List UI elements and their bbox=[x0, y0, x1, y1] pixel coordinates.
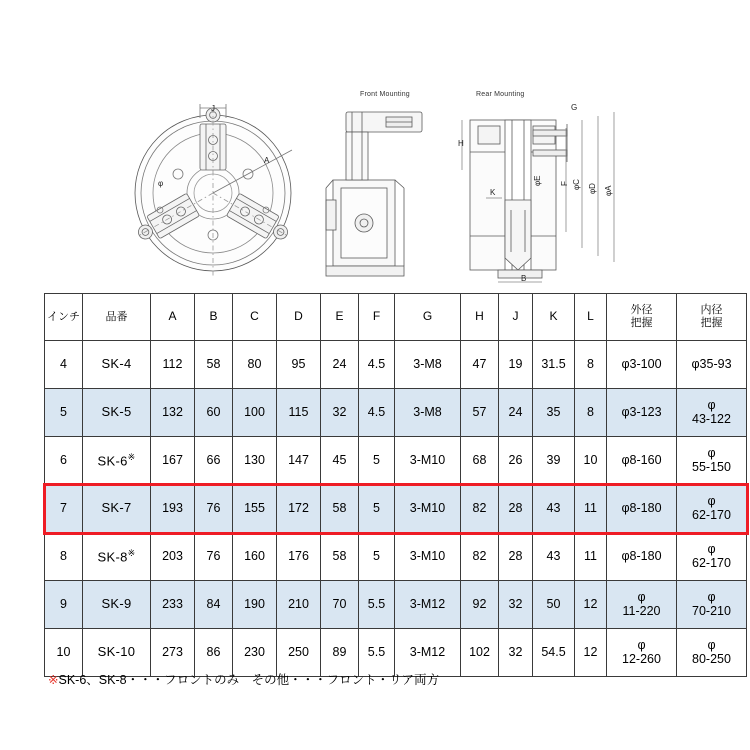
cell-inner-grip-line2: 62-170 bbox=[692, 507, 731, 522]
cell-inch: 9 bbox=[45, 581, 83, 629]
table-row bbox=[45, 581, 747, 629]
dimension-letter-phi-front: φ bbox=[158, 179, 164, 188]
cell-k: 54.5 bbox=[533, 629, 575, 677]
cell-h: 102 bbox=[461, 629, 499, 677]
cell-f: 5.5 bbox=[359, 581, 395, 629]
cell-j: 32 bbox=[499, 581, 533, 629]
header-model: 品番 bbox=[83, 294, 151, 341]
cell-outer-grip bbox=[607, 389, 677, 437]
cell-b: 66 bbox=[195, 437, 233, 485]
table-header-row bbox=[45, 294, 747, 341]
cell-f: 4.5 bbox=[359, 389, 395, 437]
dimension-letter-phi-e: φE bbox=[533, 175, 542, 186]
cell-h: 68 bbox=[461, 437, 499, 485]
cell-j: 32 bbox=[499, 629, 533, 677]
cell-k: 39 bbox=[533, 437, 575, 485]
cell-inner-grip-line2: 62-170 bbox=[692, 555, 731, 570]
cell-inner-grip bbox=[677, 341, 747, 389]
cell-d: 95 bbox=[277, 341, 321, 389]
footnote-star-icon: ※ bbox=[127, 547, 136, 558]
cell-model bbox=[83, 485, 151, 533]
cell-g: 3-M10 bbox=[395, 533, 461, 581]
footnote-star-icon: ※ bbox=[127, 451, 136, 462]
cell-inner-grip-line1: φ bbox=[707, 637, 716, 652]
cell-h: 57 bbox=[461, 389, 499, 437]
cell-outer-grip-line1: φ bbox=[637, 637, 646, 652]
dimension-letter-j: J bbox=[211, 104, 215, 113]
cell-inner-grip bbox=[677, 533, 747, 581]
cell-b: 58 bbox=[195, 341, 233, 389]
dimension-letter-phi-a: φA bbox=[604, 185, 613, 196]
cell-c: 130 bbox=[233, 437, 277, 485]
cell-c: 190 bbox=[233, 581, 277, 629]
table-row bbox=[45, 389, 747, 437]
cell-inch: 10 bbox=[45, 629, 83, 677]
cell-l: 11 bbox=[575, 533, 607, 581]
table-row bbox=[45, 485, 747, 533]
cell-inch: 8 bbox=[45, 533, 83, 581]
cell-inner-grip bbox=[677, 437, 747, 485]
cell-f: 5 bbox=[359, 533, 395, 581]
cell-c: 100 bbox=[233, 389, 277, 437]
header-e: E bbox=[321, 294, 359, 341]
cell-inner-grip-line1: φ bbox=[707, 493, 716, 508]
footnote-text: SK-6、SK-8・・・フロントのみ その他・・・フロント・リア両方 bbox=[58, 673, 440, 687]
header-j: J bbox=[499, 294, 533, 341]
cell-inner-grip-line2: 70-210 bbox=[692, 603, 731, 618]
cell-inner-grip bbox=[677, 485, 747, 533]
model-label: SK-9 bbox=[101, 596, 132, 612]
cell-k: 43 bbox=[533, 533, 575, 581]
cell-j: 26 bbox=[499, 437, 533, 485]
header-l: L bbox=[575, 294, 607, 341]
table-row bbox=[45, 341, 747, 389]
cell-inner-grip bbox=[677, 389, 747, 437]
cell-model bbox=[83, 581, 151, 629]
cell-l: 12 bbox=[575, 581, 607, 629]
cell-inch: 6 bbox=[45, 437, 83, 485]
cell-c: 160 bbox=[233, 533, 277, 581]
cell-e: 45 bbox=[321, 437, 359, 485]
cell-h: 82 bbox=[461, 485, 499, 533]
table-row bbox=[45, 533, 747, 581]
header-f: F bbox=[359, 294, 395, 341]
header-inch: インチ bbox=[45, 294, 83, 341]
cell-h: 82 bbox=[461, 533, 499, 581]
cell-e: 58 bbox=[321, 533, 359, 581]
specification-table-wrapper bbox=[44, 293, 732, 677]
header-outer-grip-line1: 外径 bbox=[630, 304, 653, 317]
header-c: C bbox=[233, 294, 277, 341]
cell-d: 250 bbox=[277, 629, 321, 677]
dimension-letter-phi-c: φC bbox=[572, 179, 581, 190]
cell-outer-grip bbox=[607, 485, 677, 533]
cell-g: 3-M10 bbox=[395, 485, 461, 533]
cell-outer-grip-line1: φ3-100 bbox=[621, 356, 662, 371]
header-h: H bbox=[461, 294, 499, 341]
rear-mounting-label: Rear Mounting bbox=[476, 91, 525, 98]
cell-e: 24 bbox=[321, 341, 359, 389]
cell-model bbox=[83, 341, 151, 389]
cell-f: 5 bbox=[359, 485, 395, 533]
dimension-letter-g: G bbox=[571, 103, 578, 112]
cell-e: 70 bbox=[321, 581, 359, 629]
cell-inch: 5 bbox=[45, 389, 83, 437]
front-mounting-label: Front Mounting bbox=[360, 91, 410, 98]
header-outer-grip-line2: 把握 bbox=[630, 317, 653, 329]
specification-table bbox=[44, 293, 747, 677]
table-body bbox=[45, 341, 747, 677]
cell-b: 60 bbox=[195, 389, 233, 437]
cell-g: 3-M10 bbox=[395, 437, 461, 485]
cell-c: 155 bbox=[233, 485, 277, 533]
cell-f: 5.5 bbox=[359, 629, 395, 677]
cell-e: 32 bbox=[321, 389, 359, 437]
cell-k: 35 bbox=[533, 389, 575, 437]
footnote-mark: ※ bbox=[48, 673, 59, 687]
cell-outer-grip bbox=[607, 581, 677, 629]
cell-b: 86 bbox=[195, 629, 233, 677]
cell-inner-grip-line2: 43-122 bbox=[692, 411, 731, 426]
cell-e: 58 bbox=[321, 485, 359, 533]
cell-l: 8 bbox=[575, 389, 607, 437]
cell-j: 28 bbox=[499, 533, 533, 581]
model-label: SK-6 bbox=[97, 453, 128, 469]
cell-inner-grip bbox=[677, 629, 747, 677]
cell-model bbox=[83, 437, 151, 485]
cell-l: 11 bbox=[575, 485, 607, 533]
cell-j: 19 bbox=[499, 341, 533, 389]
cell-d: 176 bbox=[277, 533, 321, 581]
cell-outer-grip-line1: φ bbox=[637, 589, 646, 604]
cell-inner-grip bbox=[677, 581, 747, 629]
cell-d: 172 bbox=[277, 485, 321, 533]
header-d: D bbox=[277, 294, 321, 341]
cell-outer-grip bbox=[607, 533, 677, 581]
cell-a: 233 bbox=[151, 581, 195, 629]
cell-inner-grip-line2: 55-150 bbox=[692, 459, 731, 474]
cell-inner-grip-line1: φ bbox=[707, 445, 716, 460]
cell-outer-grip-line2: 11-220 bbox=[622, 603, 661, 618]
cell-outer-grip-line1: φ8-180 bbox=[621, 548, 662, 563]
cell-c: 230 bbox=[233, 629, 277, 677]
cell-outer-grip bbox=[607, 437, 677, 485]
cell-k: 31.5 bbox=[533, 341, 575, 389]
cell-c: 80 bbox=[233, 341, 277, 389]
header-b: B bbox=[195, 294, 233, 341]
product-diagram-area bbox=[0, 0, 750, 290]
model-label: SK-10 bbox=[97, 644, 136, 660]
cell-a: 167 bbox=[151, 437, 195, 485]
cell-outer-grip-line1: φ8-160 bbox=[621, 452, 662, 467]
cell-k: 50 bbox=[533, 581, 575, 629]
cell-b: 76 bbox=[195, 533, 233, 581]
cell-h: 47 bbox=[461, 341, 499, 389]
cell-l: 10 bbox=[575, 437, 607, 485]
cell-inner-grip-line2: 80-250 bbox=[692, 651, 731, 666]
chuck-technical-drawing bbox=[0, 0, 750, 290]
cell-a: 132 bbox=[151, 389, 195, 437]
cell-l: 8 bbox=[575, 341, 607, 389]
header-g: G bbox=[395, 294, 461, 341]
cell-inch: 4 bbox=[45, 341, 83, 389]
dimension-letter-b: B bbox=[521, 274, 527, 283]
model-label: SK-5 bbox=[101, 404, 132, 420]
cell-d: 147 bbox=[277, 437, 321, 485]
cell-d: 210 bbox=[277, 581, 321, 629]
cell-b: 76 bbox=[195, 485, 233, 533]
model-label: SK-8 bbox=[97, 549, 128, 565]
header-inner-grip bbox=[677, 294, 747, 341]
header-k: K bbox=[533, 294, 575, 341]
cell-inner-grip-line1: φ35-93 bbox=[691, 356, 732, 371]
cell-d: 115 bbox=[277, 389, 321, 437]
cell-outer-grip-line1: φ8-180 bbox=[621, 500, 662, 515]
cell-j: 24 bbox=[499, 389, 533, 437]
header-inner-grip-line2: 把握 bbox=[700, 317, 723, 329]
cell-g: 3-M12 bbox=[395, 581, 461, 629]
cell-j: 28 bbox=[499, 485, 533, 533]
cell-a: 193 bbox=[151, 485, 195, 533]
cell-k: 43 bbox=[533, 485, 575, 533]
cell-g: 3-M12 bbox=[395, 629, 461, 677]
cell-outer-grip bbox=[607, 629, 677, 677]
cell-a: 112 bbox=[151, 341, 195, 389]
cell-h: 92 bbox=[461, 581, 499, 629]
cell-g: 3-M8 bbox=[395, 341, 461, 389]
header-inner-grip-line1: 内径 bbox=[700, 304, 723, 317]
cell-inner-grip-line1: φ bbox=[707, 589, 716, 604]
dimension-letter-k: K bbox=[490, 188, 496, 197]
model-label: SK-7 bbox=[101, 500, 132, 516]
cell-g: 3-M8 bbox=[395, 389, 461, 437]
cell-e: 89 bbox=[321, 629, 359, 677]
table-row bbox=[45, 437, 747, 485]
model-label: SK-4 bbox=[101, 356, 132, 372]
cell-l: 12 bbox=[575, 629, 607, 677]
dimension-letter-a-front: A bbox=[264, 156, 270, 165]
cell-model bbox=[83, 533, 151, 581]
cell-inner-grip-line1: φ bbox=[707, 397, 716, 412]
cell-inch: 7 bbox=[45, 485, 83, 533]
cell-a: 203 bbox=[151, 533, 195, 581]
cell-inner-grip-line1: φ bbox=[707, 541, 716, 556]
cell-a: 273 bbox=[151, 629, 195, 677]
dimension-letter-phi-d: φD bbox=[588, 183, 597, 194]
footnote bbox=[48, 670, 439, 688]
cell-outer-grip-line1: φ3-123 bbox=[621, 404, 662, 419]
cell-model bbox=[83, 389, 151, 437]
cell-f: 5 bbox=[359, 437, 395, 485]
header-a: A bbox=[151, 294, 195, 341]
dimension-letter-h: H bbox=[458, 139, 464, 148]
cell-outer-grip bbox=[607, 341, 677, 389]
cell-f: 4.5 bbox=[359, 341, 395, 389]
cell-b: 84 bbox=[195, 581, 233, 629]
dimension-letter-f: F bbox=[560, 181, 569, 186]
header-outer-grip bbox=[607, 294, 677, 341]
cell-outer-grip-line2: 12-260 bbox=[622, 651, 661, 666]
